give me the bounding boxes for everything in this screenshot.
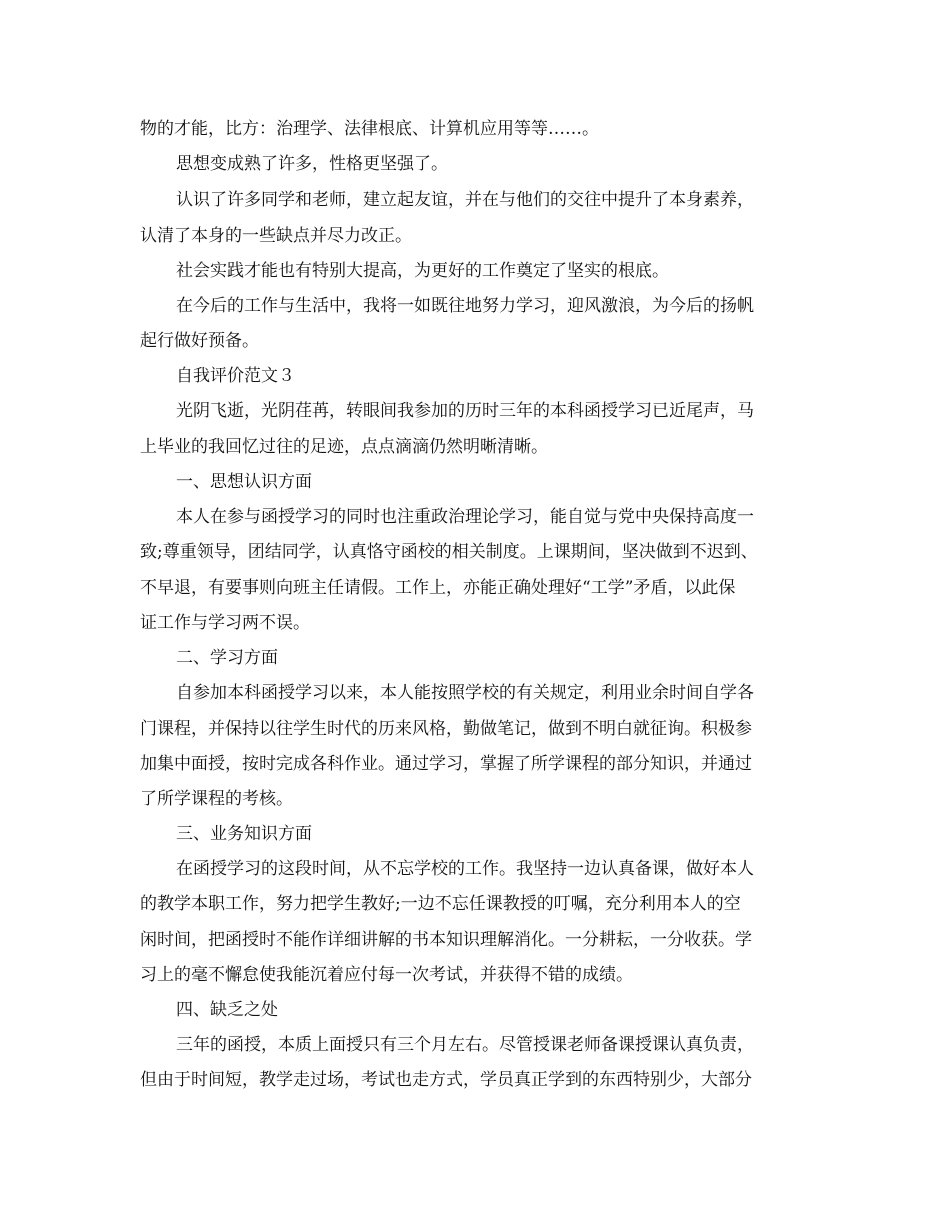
line-text: 不早退，有要事则向班主任请假。工作上，亦能正确处理好“工学”矛盾，以此保 [140,578,736,598]
line-text: 了所学课程的考核。 [140,789,293,809]
line-text: 二、学习方面 [176,648,278,668]
line-text: 物的才能，比方：治理学、法律根底、计算机应用等等……。 [140,119,599,139]
line-text: 认清了本身的一些缺点并尽力改正。 [140,226,412,246]
line-text: 上毕业的我回忆过往的足迹，点点滴滴仍然明晰清晰。 [140,437,548,457]
line-text: 思想变成熟了许多，性格更坚强了。 [176,154,448,174]
line-text: 但由于时间短，教学走过场，考试也走方式，学员真正学到的东西特别少，大部分 [140,1070,752,1090]
line-text: 一、思想认识方面 [176,472,312,492]
line-text: 三、业务知识方面 [176,824,312,844]
line-text: 自我评价范文３ [176,366,295,386]
line-text: 三年的函授，本质上面授只有三个月左右。尽管授课老师备课授课认真负责， [176,1035,754,1055]
line-text: 光阴飞逝，光阴荏苒，转眼间我参加的历时三年的本科函授学习已近尾声，马 [176,401,754,421]
line-text: 起行做好预备。 [140,331,259,351]
line-text: 社会实践才能也有特别大提高，为更好的工作奠定了坚实的根底。 [176,261,669,281]
line-text: 闲时间，把函授时不能作详细讲解的书本知识理解消化。一分耕耘，一分收获。学 [140,930,752,950]
line-text: 自参加本科函授学习以来，本人能按照学校的有关规定，利用业余时间自学各 [176,683,754,703]
line-text: 本人在参与函授学习的同时也注重政治理论学习，能自觉与党中央保持高度一 [176,507,754,527]
line-text: 门课程，并保持以往学生时代的历来风格，勤做笔记，做到不明白就征询。积极参 [140,719,752,739]
line-text: 致;尊重领导，团结同学，认真恪守函校的相关制度。上课期间，坚决做到不迟到、 [140,542,758,562]
line-text: 在函授学习的这段时间，从不忘学校的工作。我坚持一边认真备课，做好本人 [176,859,754,879]
line-text: 认识了许多同学和老师，建立起友谊，并在与他们的交往中提升了本身素养， [176,190,754,210]
line-text: 的教学本职工作，努力把学生教好;一边不忘任课教授的叮嘱，充分利用本人的空 [140,894,741,914]
line-text: 在今后的工作与生活中，我将一如既往地努力学习，迎风激浪，为今后的扬帆 [176,296,754,316]
line-text: 四、缺乏之处 [176,1000,278,1020]
line-text: 加集中面授，按时完成各科作业。通过学习，掌握了所学课程的部分知识，并通过 [140,754,752,774]
line-text: 证工作与学习两不误。 [140,613,310,633]
line-text: 习上的毫不懈怠使我能沉着应付每一次考试，并获得不错的成绩。 [140,965,633,985]
